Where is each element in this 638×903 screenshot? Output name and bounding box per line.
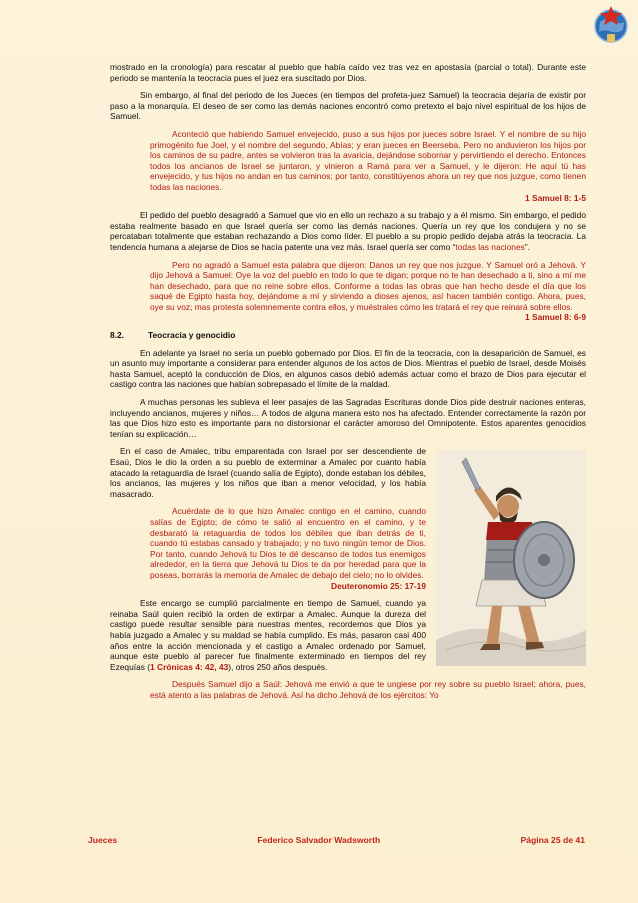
globe-logo-icon xyxy=(590,4,632,46)
scripture-reference: Deuteronomio 25: 17-19 xyxy=(331,580,426,591)
paragraph-text: Este encargo se cumplió parcialmente en tiempo de Samuel, cuando ya reinaba Saúl quien recibió la orden de extirpar a Amalec. Aunque la dureza del castigo puede resultar sensible para nuestras mentes, recordemos que Dios ya había juzgado a Amalec y su maldad se había cumplido. Es más, pasaron casi 400 años entre la acción mencionada y el castigo a Amalec ordenado por Samuel, aunque este pueblo al parecer fue finalmente exterminado en tiempos del rey Ezequías ( xyxy=(110,598,426,672)
paragraph: En el caso de Amalec, tribu emparentada con Israel por ser descendiente de Esaú, Dios le dio la orden a su pueblo de exterminar a Amalec por cuanto había atacado la retaguardia de Israel (cuando salía de Egipto), donde estaban los débiles, los ancianos, las mujeres y los niños que iban a menor velocidad, y los había masacrado. xyxy=(110,446,426,499)
scripture-reference: 1 Samuel 8: 6-9 xyxy=(525,312,586,323)
footer-book-title: Jueces xyxy=(88,835,118,845)
paragraph-text: ”. xyxy=(524,241,530,252)
quote-text: Aconteció que habiendo Samuel envejecido, puso a sus hijos por jueces sobre Israel. Y el nombre de su hijo primogénito fue Joel, y el nombre del segundo, Abías; y eran jueces en Beerseba. Pero no anduvieron los hijos por los caminos de su padre, antes se volvieron tras la avaricia, dejándose sobornar y pervirtiendo el derecho. Entonces todos los ancianos de Israel se juntaron, y vinieron a Ramá para ver a Samuel, y le dijeron: He aquí tú has envejecido, y tus hijos no andan en tus caminos; por tanto, constitúyenos ahora un rey que nos juzgue, como tienen todas las naciones. xyxy=(150,128,586,192)
section-number: 8.2. xyxy=(110,330,124,341)
footer-author: Federico Salvador Wadsworth xyxy=(257,835,381,845)
paragraph-text: El pedido del pueblo desagradó a Samuel que vio en ello un rechazo a su trabajo y a él mismo. Sin embargo, el pedido estaba realmente basado en que Israel quería ser como las demás naciones. Quería un rey que los condujera y no se percataban totalmente que estaban rechazando a Dios como líder. El pueblo a su propio pedido dejaba atrás la teocracia. La tendencia humana a alejarse de Dios se hacía patente una vez más. Israel quería ser como “ xyxy=(110,210,586,252)
paragraph: Sin embargo, al final del periodo de los Jueces (en tiempos del profeta-juez Samuel) la teocracia dejaría de existir por paso a la monarquía. El deseo de ser como las demás naciones encontró como pretexto el bajo nivel espiritual de los hijos de Samuel. xyxy=(110,90,586,122)
scripture-reference: 1 Samuel 8: 1-5 xyxy=(525,192,586,203)
paragraph xyxy=(110,210,586,252)
section-title: Teocracia y genocidio xyxy=(148,330,236,341)
warrior-illustration xyxy=(436,450,586,666)
quote-text: Acuérdate de lo que hizo Amalec contigo en el camino, cuando salías de Egipto; de cómo te salió al encuentro en el camino, y te desbarató la retaguardia de todos los débiles que iban detrás de ti, cuando tú estabas cansado y trabajado; y no tuvo ningún temor de Dios. Por tanto, cuando Jehová tu Dios te dé descanso de todos tus enemigos alrededor, en la tierra que Jehová tu Dios te da por heredad para que la poseas, borrarás la memoria de Amalec de debajo del cielo; no lo olvides. xyxy=(150,506,426,580)
scripture-quote xyxy=(110,260,586,324)
highlighted-phrase: todas las naciones xyxy=(455,241,525,252)
page-footer xyxy=(88,835,585,845)
quote-text: Pero no agradó a Samuel esta palabra que dijeron: Danos un rey que nos juzgue. Y Samuel oró a Jehová. Y dijo Jehová a Samuel: Oye la voz del pueblo en todo lo que te digan; porque no te han desechado a ti, sino a mí me han desechado, para que no reine sobre ellos. Conforme a todas las obras que han hecho desde el día que los saqué de Egipto hasta hoy, dejándome a mí y sirviendo a dioses ajenos, así hacen también contigo. Ahora, pues, oye su voz; mas protesta solemnemente contra ellos, y muéstrales cómo les tratará el rey que reinará sobre ellos. xyxy=(150,259,586,312)
document-body xyxy=(110,62,586,700)
paragraph: A muchas personas les subleva el leer pasajes de las Sagradas Escrituras donde Dios pide destruir naciones enteras, incluyendo ancianos, mujeres y niños… A todos de alguna manera esto nos ha afectado. Entender correctamente la razón por las que Dios hizo esto es importante para no distorsionar el carácter amoroso del Omnipotente. Estos aparentes genocidios tenían su explicación… xyxy=(110,397,586,439)
paragraph: mostrado en la cronología) para rescatar al pueblo que había caído vez tras vez en apostasía (parcial o total). Durante este periodo se mantenía la teocracia pues el juez era suscitado por Dios. xyxy=(110,62,586,83)
paragraph-text: ), otros 250 años después. xyxy=(228,661,328,672)
section-heading xyxy=(110,330,586,341)
scripture-reference-link[interactable]: 1 Crónicas 4: 42, 43 xyxy=(150,661,229,672)
quote-text: Después Samuel dijo a Saúl: Jehová me envió a que te ungiese por rey sobre su pueblo Israel; ahora, pues, está atento a las palabras de Jehová. Así ha dicho Jehová de los ejércitos: Yo xyxy=(150,679,586,700)
scripture-quote xyxy=(110,129,586,203)
paragraph: En adelante ya Israel no sería un pueblo gobernado por Dios. El fin de la teocracia, con la desaparición de Samuel, es un asunto muy importante a considerar para entender algunos de los actos de Dios. Mientras el pueblo de Israel, desde Moisés hasta Samuel, aceptó la conducción de Dios, en algunos casos debió además actuar como el brazo de Dios para ejecutar el castigo contra las naciones que habían sobrepasado el límite de la maldad. xyxy=(110,347,586,390)
footer-page-number: Página 25 de 41 xyxy=(520,835,585,845)
